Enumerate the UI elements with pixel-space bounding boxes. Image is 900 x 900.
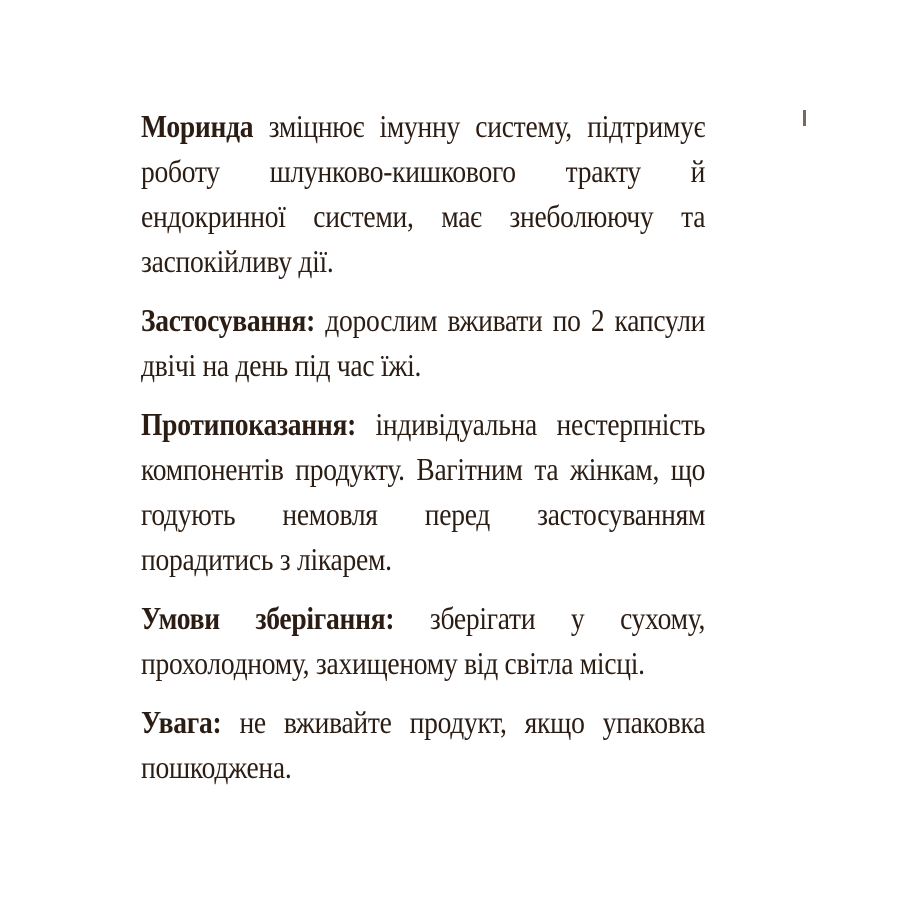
contraindications-heading: Протипоказання: — [141, 406, 357, 442]
contraindications-text: індивідуальна нестерпність компонентів продукту. Вагітним та жінкам, що годують немовля перед застосуванням порадитись з лікарем. — [141, 406, 706, 577]
usage-heading: Застосування: — [141, 302, 316, 338]
storage-paragraph — [141, 596, 705, 686]
product-label-text — [141, 104, 705, 804]
storage-text: зберігати у сухому, прохолодному, захищеному від світла місці. — [141, 600, 706, 681]
storage-heading: Умови зберігання: — [141, 600, 395, 636]
description-paragraph — [141, 104, 705, 284]
description-text: зміцнює імунну систему, підтримує роботу шлунково-кишкового тракту й ендокринної системи, має знеболюючу та заспокійливу дії. — [141, 108, 706, 279]
warning-text: не вживайте продукт, якщо упаковка пошкоджена. — [141, 704, 706, 785]
warning-paragraph — [141, 700, 705, 790]
contraindications-paragraph — [141, 402, 705, 582]
description-heading: Моринда — [141, 108, 254, 144]
usage-text: дорослим вживати по 2 капсули двічі на день під час їжі. — [141, 302, 706, 383]
edge-mark — [803, 110, 806, 126]
warning-heading: Увага: — [141, 704, 222, 740]
usage-paragraph — [141, 298, 705, 388]
